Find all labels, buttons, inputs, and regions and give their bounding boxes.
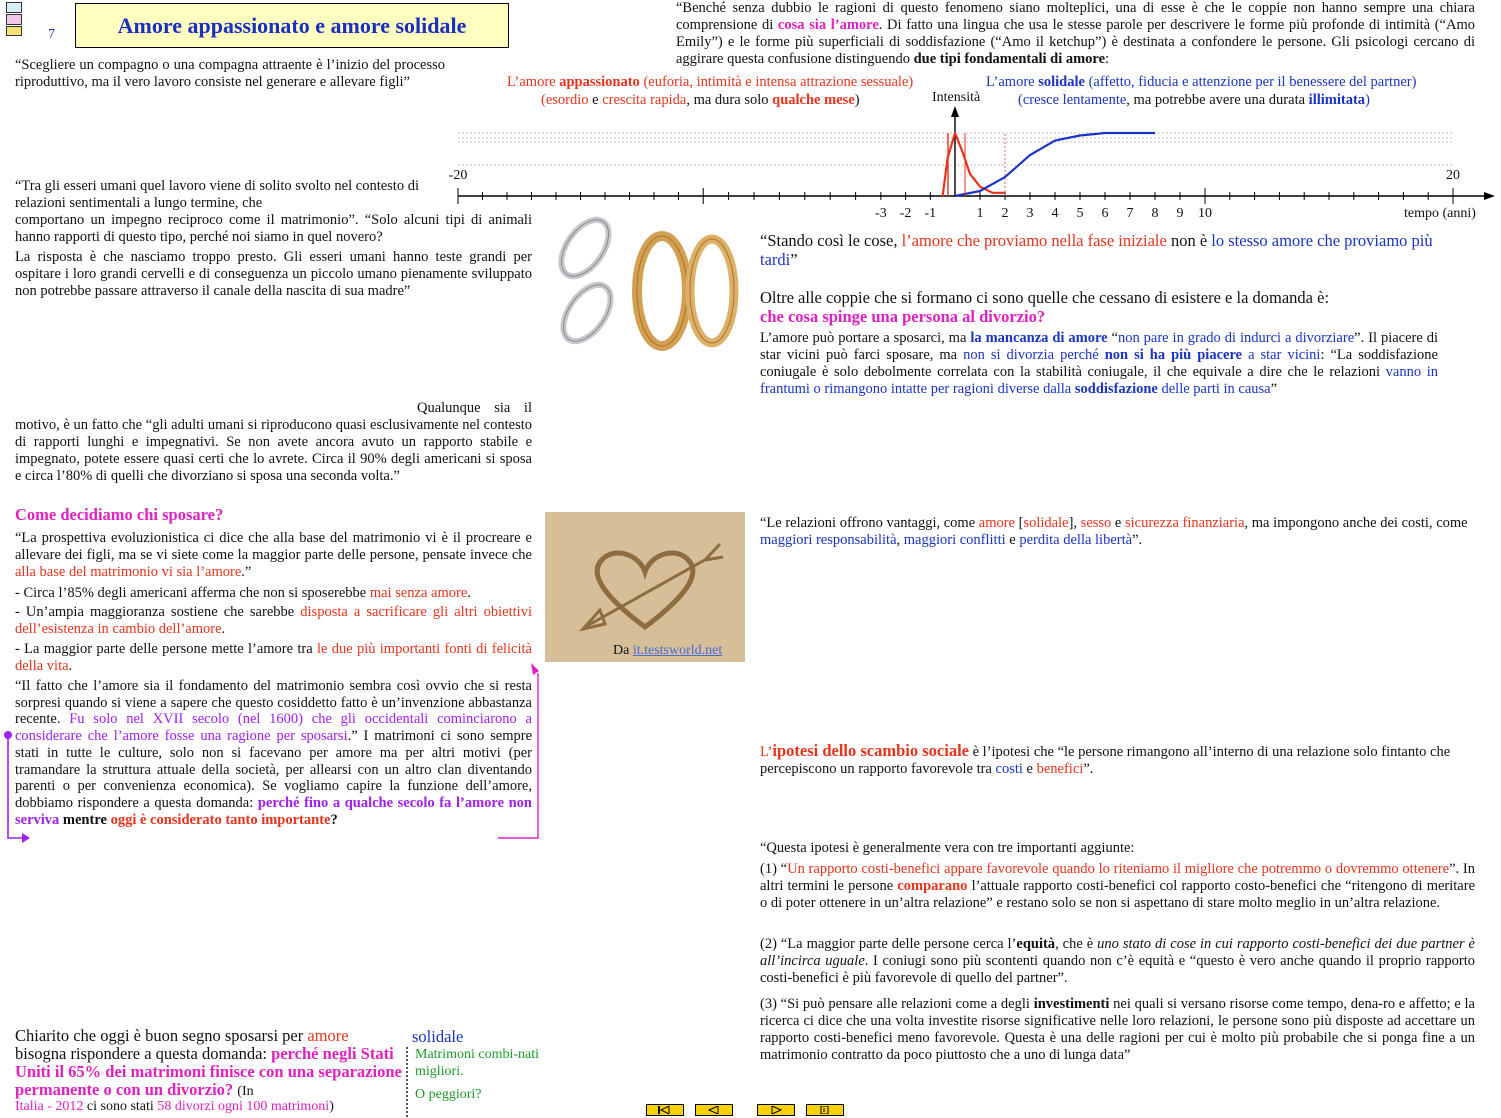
previous-page-button[interactable] — [695, 1104, 733, 1116]
legend-passionate-detail: (esordio e crescita rapida, ma dura solo qualche mese) — [541, 92, 860, 108]
tick-label: 1 — [976, 206, 984, 221]
page-number: 7 — [48, 27, 55, 42]
page-title-text: Amore appassionato e amore solidale — [117, 12, 467, 38]
top-quote-text: . Di fatto una lingua che usa le stesse parole per descrivere le forme più profonde di intimità (“Amo Emily”) e le forme più superficiali di soddisfazione (“Amo il ketchup”) è destinata a confondere le persone. Gli psicologi cercano di aggirare questa confusione distinguendo — [676, 17, 1475, 68]
tick-label: 4 — [1051, 206, 1059, 221]
page-title — [75, 3, 509, 48]
page-icons — [2, 2, 26, 36]
tick-label: 20 — [1446, 168, 1460, 183]
last-page-icon — [815, 1106, 835, 1114]
bullet-3: - La maggior parte delle persone mette l’amore tra le due più importanti fonti di felicità della vita. — [15, 641, 532, 675]
tick-label: 7 — [1126, 206, 1134, 221]
left-paragraph-4a: Qualunque sia il — [417, 400, 532, 416]
document-icon[interactable] — [6, 2, 22, 13]
section-heading-come-decidiamo: Come decidiamo chi sposare? — [15, 505, 224, 524]
tick-label: -1 — [924, 206, 937, 221]
legend-companionate-detail: (cresce lentamente, ma potrebbe avere una durata illimitata) — [1018, 92, 1370, 108]
passionate-love-line — [943, 133, 1005, 196]
bottom-left-italy: Italia - 2012 ci sono stati 58 divorzi ogni 100 matrimoni) — [15, 1099, 334, 1114]
companionate-love-line — [955, 133, 1155, 196]
top-quote-highlight: cosa sia l’amore — [777, 17, 879, 34]
left-paragraph-4b: motivo, è un fatto che “gli adulti umani si riproducono quasi esclusivamente nel contesto di rapporti lunghi e impegnativi. Se non avete ancora avuto un rapporto stabile e impegnato, potete essere quasi certi che lo avrete. Circa il 90% degli americani si sposa e circa l’80% di quelli che divorziano si sposa una seconda volta.” — [15, 417, 532, 485]
tick-label: 10 — [1198, 206, 1212, 221]
first-page-icon — [655, 1106, 675, 1114]
tick-label: 8 — [1151, 206, 1159, 221]
tick-label: 6 — [1101, 206, 1109, 221]
side-divider — [406, 1047, 408, 1117]
top-quote — [676, 0, 1475, 68]
bullet-1: - Circa l’85% degli americani afferma che non si sposerebbe mai senza amore. — [15, 585, 471, 601]
tick-label: 2 — [1001, 206, 1009, 221]
addition-2: (2) “La maggior parte delle persone cerca l’equità, che è uno stato di cose in cui rapporto costi-benefici dei due partner è all’incirca uguale. I coniugi sono più scontenti quando non c’è equità e “questo è vero anche quando il proprio rapporto costi-benefici è più favorevole di quello del partner”. — [760, 936, 1475, 987]
right-paragraph-2: “Le relazioni offrono vantaggi, come amore [solidale], sesso e sicurezza finanziaria, ma impongono anche dei costi, come maggiori responsabilità, maggiori conflitti e perdita della libertà”. — [760, 515, 1468, 549]
left-paragraph-5: “La prospettiva evoluzionistica ci dice che alla base del matrimonio vi è il procreare e allevare dei figli, ma se vi siete come la maggior parte delle persone, pensate invece che alla base del matrimonio vi sia l’amore.” — [15, 530, 532, 581]
xlabel: tempo (anni) — [1404, 206, 1476, 221]
solidale-label: solidale — [412, 1027, 464, 1046]
top-quote-text: : — [1105, 51, 1110, 68]
bottom-left-question: Chiarito che oggi è buon segno sposarsi per amore bisogna rispondere a questa domanda: perché negli Stati Uniti il 65% dei matrimoni finisce con una separazione permanente o con un divorzio? (In — [15, 1026, 402, 1100]
image-credit-link[interactable]: it.testsworld.net — [632, 643, 723, 658]
tick-label: -20 — [448, 168, 468, 183]
bullet-2: - Un’ampia maggioranza sostiene che sarebbe disposta a sacrificare gli altri obiettivi dell’esistenza in cambio dell’amore. — [15, 604, 532, 638]
document-icon[interactable] — [6, 14, 22, 25]
side-note-1: Matrimoni combi-nati migliori. — [415, 1047, 540, 1079]
first-page-button[interactable] — [646, 1104, 684, 1116]
tick-label: 3 — [1026, 206, 1034, 221]
top-quote-bold: due tipi fondamentali di amore — [913, 51, 1106, 68]
left-paragraph-2b: comportano un impegno reciproco come il matrimonio”. “Solo alcuni tipi di animali hanno rapporti di questo tipo, perché noi siamo in quel novero? — [15, 212, 532, 246]
sand-heart-image — [545, 512, 745, 662]
x-axis-arrow — [1484, 192, 1495, 200]
heart-arrow-illustration — [545, 512, 745, 662]
right-question: Oltre alle coppie che si formano ci sono quelle che cessano di esistere e la domanda è: che cosa spinge una persona al divorzio? — [760, 288, 1330, 327]
folder-icon[interactable] — [6, 26, 22, 36]
tick-label: 9 — [1176, 206, 1184, 221]
last-page-button[interactable] — [806, 1104, 844, 1116]
right-paragraph-4: “Questa ipotesi è generalmente vera con tre importanti aggiunte: — [760, 840, 1135, 856]
ylabel: Intensità — [932, 90, 981, 105]
addition-3: (3) “Si può pensare alle relazioni come a degli investimenti nei quali si versano risorse come tempo, dena-ro e affetto; e la ricerca ci dice che una volta investite risorse significative nelle loro relazioni, le persone sono più disposte ad accettare un rapporto costi-benefici meno favorevole. Questa è una delle ragioni per cui è molto più probabile che si ponga fine a un matrimonio contratto da poco piuttosto che a uno di lunga data” — [760, 996, 1475, 1064]
next-page-icon — [766, 1106, 786, 1114]
tick-label: 5 — [1076, 206, 1084, 221]
left-paragraph-6: “Il fatto che l’amore sia il fondamento del matrimonio sembra così ovvio che si resta sorpresi quando si viene a sapere che questo cosiddetto fatto è un’invenzione abbastanza recente. Fu solo nel XVII secolo (nel 1600) che gli occidentali cominciarono a considerare che l’amore fosse una ragione per sposarsi.” I matrimoni ci sono sempre stati in tutte le culture, solo non si facevano per amore ma per altri motivi (per tramandare la struttura attuale della società, per allearsi con un altro clan diventando parenti o per convenienza economica). Se vogliamo capire la funzione dell’amore, dobbiamo rispondere a questa domanda: perché fino a qualche secolo fa l’amore non serviva mentre oggi è considerato tanto importante? — [15, 678, 533, 828]
next-page-button[interactable] — [757, 1104, 795, 1116]
y-axis-arrow — [951, 106, 959, 117]
top-quote-text: “Benché senza dubbio le ragioni di questo fenomeno siano molteplici, una di esse è che le coppie non hanno sempre una chiara comprensione di — [676, 0, 1475, 34]
previous-page-icon — [704, 1106, 724, 1114]
tick-label: -2 — [899, 206, 912, 221]
left-paragraph-3: La risposta è che nasciamo troppo presto. Gli esseri umani hanno teste grandi per ospitare i loro grandi cervelli e di conseguenza un piccolo umano pienamente sviluppato non potrebbe passare attraverso il canale della nascita di sua madre” — [15, 249, 532, 300]
addition-1: (1) “Un rapporto costi-benefici appare favorevole quando lo riteniamo il migliore che potremmo o dovremmo ottenere”. In altri termini le persone comparano l’attuale rapporto costi-benefici col rapporto costo-benefici che “ritengono di meritare o di poter ottenere in un’altra relazione” e restano solo se non si aspettano di stare molto meglio in un’altra relazione. — [760, 861, 1476, 912]
image-credit: Da it.testsworld.net — [613, 643, 723, 658]
right-quote-1: “Stando così le cose, l’amore che proviamo nella fase iniziale non è lo stesso amore che proviamo più tardi” — [760, 231, 1433, 270]
rings-illustration — [545, 208, 745, 353]
bracket-arrow — [0, 655, 545, 850]
legend-companionate: L’amore solidale (affetto, fiducia e attenzione per il benessere del partner) — [986, 74, 1417, 90]
left-paragraph-2a: “Tra gli esseri umani quel lavoro viene di solito svolto nel contesto di relazioni sentimentali a lungo termine, che — [15, 178, 419, 212]
right-paragraph-3: L’ipotesi dello scambio sociale è l’ipotesi che “le persone rimangono all’interno di una relazione solo fintanto che percepiscono un rapporto favorevole tra costi e benefici”. — [760, 741, 1451, 778]
tick-label: -3 — [875, 206, 887, 221]
wedding-rings-image — [545, 208, 745, 353]
right-paragraph-1: L’amore può portare a sposarci, ma la mancanza di amore “non pare in grado di indurci a divorziare”. Il piacere di star vicini può farci sposare, ma non si divorzia perché non si ha più piacere a star vicini: “La soddisfazione coniugale è solo debolmente correlata con la stabilità coniugale, il che equivale a dire che le relazioni vanno in frantumi o rimangono intatte per ragioni diverse dalla soddisfazione delle parti in causa” — [760, 330, 1439, 398]
left-paragraph-1: “Scegliere un compagno o una compagna attraente è l’inizio del processo riproduttivo, ma il vero lavoro consiste nel generare e allevare figli” — [15, 57, 445, 91]
side-note-2: O peggiori? — [415, 1087, 482, 1102]
legend-passionate: L’amore appassionato (euforia, intimità e intensa attrazione sessuale) — [507, 74, 914, 90]
